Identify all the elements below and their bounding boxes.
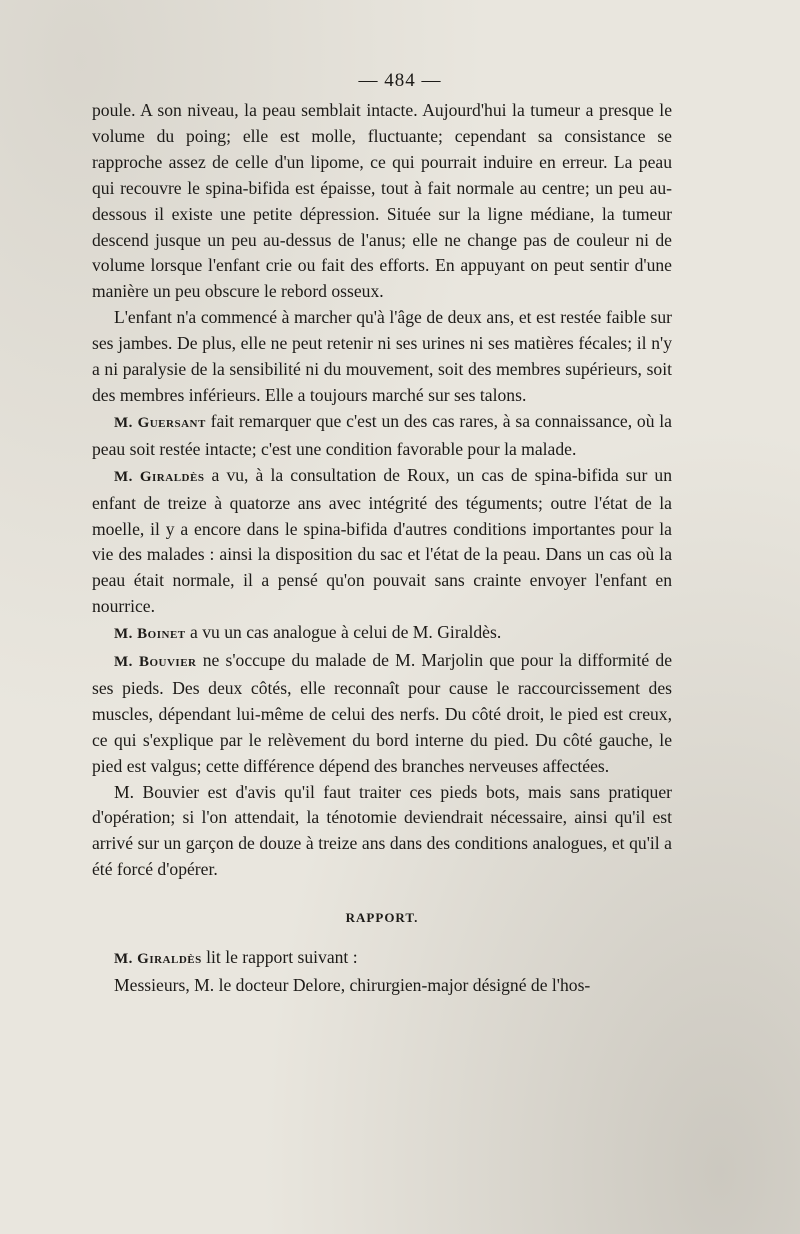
speaker-name: M. Bouvier bbox=[114, 654, 197, 671]
paragraph bbox=[92, 409, 672, 463]
paragraph bbox=[92, 98, 672, 305]
paragraph-text: poule. A son niveau, la peau semblait intacte. Aujourd'hui la tumeur a presque le volume du poing; elle est molle, fluctuante; cependant sa consistance se rapproche assez de celle d'un lipome, ce qui pourrait induire en erreur. La peau qui recouvre le spina-bifida est épaisse, tout à fait normale au centre; un peu au-dessous il existe une petite dépression. Située sur la ligne médiane, la tumeur descend jusque un peu au-dessus de l'anus; elle ne change pas de couleur ni de volume lorsque l'enfant crie ou fait des efforts. En appuyant on peut sentir d'une manière un peu obscure le rebord osseux. bbox=[92, 100, 672, 302]
paragraph-text: a vu, à la consultation de Roux, un cas de spina-bifida sur un enfant de treize à quatorze ans avec intégrité des téguments; outre l'état de la moelle, il y a encore dans le spina-bifida d'autres conditions importantes pour la vie des malades : ainsi la disposition du sac et l'état de la peau. Dans un cas où la peau était normale, il a pensé qu'on pouvait sans crainte envoyer l'enfant en nourrice. bbox=[92, 464, 672, 617]
page-number: — 484 — bbox=[358, 70, 442, 91]
paragraph-text: M. Bouvier est d'avis qu'il faut traiter ces pieds bots, mais sans pratiquer d'opération; si l'on attendait, la ténotomie deviendrait nécessaire, ainsi qu'il est arrivé sur un garçon de douze à treize ans dans des conditions analogues, et qu'il a été forcé d'opérer. bbox=[92, 781, 672, 880]
speaker-name: M. Giraldès bbox=[114, 468, 205, 485]
paragraph-text: fait remarquer que c'est un des cas rares, à sa connaissance, où la peau soit restée intacte; c'est une condition favorable pour la malade. bbox=[92, 410, 672, 459]
paragraph bbox=[92, 945, 672, 973]
paragraph bbox=[92, 648, 672, 780]
paragraph-text: lit le rapport suivant : bbox=[206, 947, 358, 968]
paragraph bbox=[92, 973, 672, 999]
speaker-name: M. Giraldès bbox=[114, 951, 202, 968]
paragraph-text: a vu un cas analogue à celui de M. Giraldès. bbox=[190, 622, 502, 643]
paragraph bbox=[92, 780, 672, 884]
paragraph-text: L'enfant n'a commencé à marcher qu'à l'âge de deux ans, et est restée faible sur ses jambes. De plus, elle ne peut retenir ni ses urines ni ses matières fécales; il n'y a ni paralysie de la sensibilité ni du mouvement, soit des membres supérieurs, soit des membres inférieurs. Elle a toujours marché sur ses talons. bbox=[92, 307, 672, 405]
paragraph-text: Messieurs, M. le docteur Delore, chirurgien-major désigné de l'hos- bbox=[114, 975, 591, 995]
body-text bbox=[92, 98, 672, 999]
section-heading: RAPPORT. bbox=[345, 910, 419, 926]
speaker-name: M. Guersant bbox=[114, 414, 206, 431]
paragraph bbox=[92, 305, 672, 409]
paragraph bbox=[92, 620, 672, 648]
speaker-name: M. Boinet bbox=[114, 626, 186, 643]
paragraph-text: ne s'occupe du malade de M. Marjolin que pour la difformité de ses pieds. Des deux côtés, elle reconnaît pour cause le raccourcissement des muscles, dépendant lui-même de celui des nerfs. Du côté droit, le pied est creux, ce qui s'explique par le relèvement du bord interne du pied. Du côté gauche, le pied est valgus; cette différence dépend des branches nerveuses affectées. bbox=[92, 650, 672, 776]
paragraph bbox=[92, 463, 672, 620]
